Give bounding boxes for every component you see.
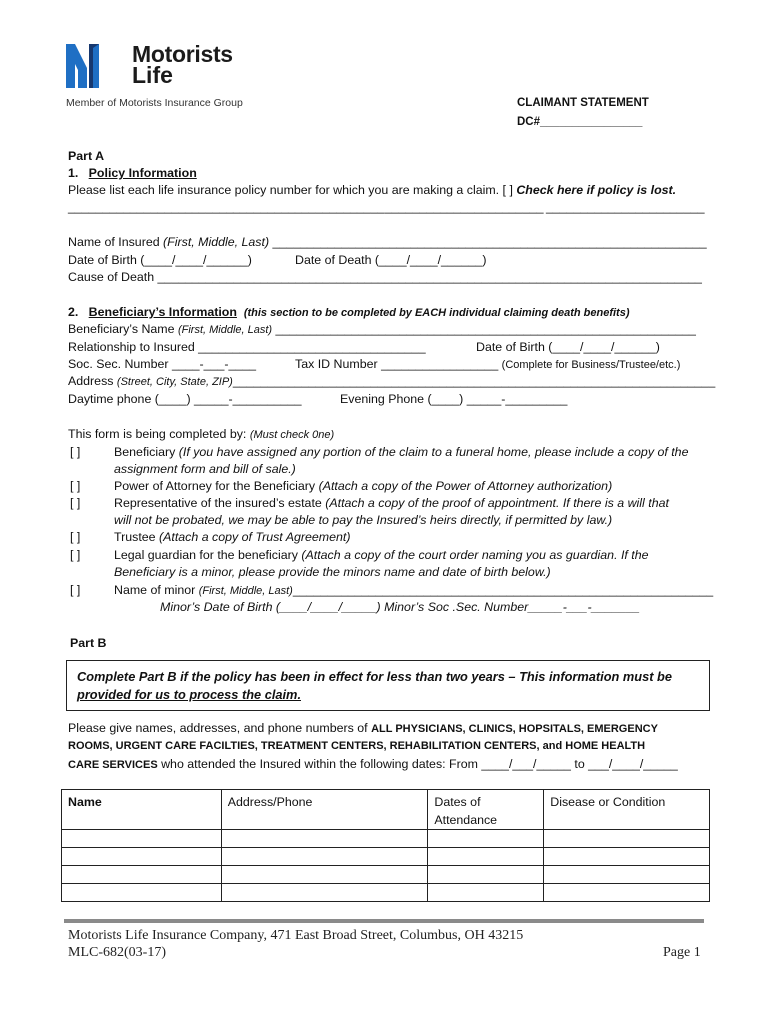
section-2-number: 2. [68, 305, 79, 319]
footer-page-number: Page 1 [663, 945, 701, 960]
beneficiary-dob-field[interactable]: Date of Birth (____/____/______) [476, 340, 660, 354]
option-note: (Attach a copy of the Power of Attorney authorization) [318, 479, 613, 493]
footer-form-number: MLC-682(03-17) [68, 945, 166, 960]
checkbox-beneficiary[interactable]: [ ] [70, 445, 81, 459]
checkbox-power-of-attorney[interactable]: [ ] [70, 479, 81, 493]
part-a-label: Part A [68, 149, 105, 163]
beneficiary-name-field[interactable] [68, 322, 696, 336]
disease-cell[interactable] [544, 830, 710, 848]
address-blank[interactable]: ______________________________________________________________________ [232, 374, 716, 388]
tax-id-note: (Complete for Business/Trustee/etc.) [501, 359, 681, 371]
checkbox-trustee[interactable]: [ ] [70, 530, 81, 544]
header-name: Name [62, 790, 222, 830]
beneficiary-name-blank[interactable]: _____________________________________________________________ [272, 322, 696, 336]
minor-name-blank[interactable]: _____________________________________________________________ [292, 583, 714, 597]
part-b-instructions-1 [68, 721, 658, 735]
minor-dob-ssn-field[interactable]: Minor’s Date of Birth (____/____/_____) Minor’s Soc .Sec. Number_____-___-_______ [160, 600, 640, 614]
instructions-bold: ALL PHYSICIANS, CLINICS, HOPSITALS, EMERGENCY [371, 723, 658, 735]
table-row [62, 848, 710, 866]
policy-prompt-text: Please list each life insurance policy number for which you are making a claim. [ ] [68, 183, 517, 197]
insured-name-blank[interactable]: _______________________________________________________________ [269, 235, 707, 249]
evening-phone-field[interactable]: Evening Phone (____) _____-_________ [340, 392, 568, 406]
table-header-row [62, 790, 710, 830]
completed-by-hint: (Must check 0ne) [249, 429, 335, 441]
insured-name-field[interactable] [68, 235, 707, 249]
option-label: Representative of the insured’s estate [114, 496, 326, 510]
header-dates-line2: Attendance [434, 813, 498, 827]
policy-prompt [68, 183, 676, 197]
attendance-dates-field[interactable]: who attended the Insured within the following dates: From ____/___/_____ to ___/____/_____ [157, 757, 678, 771]
beneficiary-name-label: Beneficiary’s Name [68, 322, 178, 336]
option-legal-guardian-note-2: Beneficiary is a minor, please provide the minors name and date of birth below.) [114, 565, 551, 579]
completed-by-text: This form is being completed by: [68, 427, 250, 441]
header-disease-condition: Disease or Condition [544, 790, 710, 830]
header-address-phone: Address/Phone [221, 790, 428, 830]
completed-by-intro [68, 427, 334, 441]
logo-tagline: Member of Motorists Insurance Group [66, 97, 243, 109]
option-beneficiary-note-2: assignment form and bill of sale.) [114, 462, 296, 476]
policy-number-blank-1[interactable]: ________________________ [68, 200, 234, 214]
part-b-notice-box [66, 660, 710, 711]
option-trustee [114, 530, 350, 544]
part-b-notice-line-2: provided for us to process the claim. [77, 687, 301, 702]
option-legal-guardian [114, 548, 649, 562]
footer-company-address: Motorists Life Insurance Company, 471 East Broad Street, Columbus, OH 43215 [68, 928, 524, 943]
address-cell[interactable] [221, 848, 428, 866]
option-note: (Attach a copy of the proof of appointment. If there is a will that [325, 496, 669, 510]
section-1-heading [68, 166, 197, 180]
option-label: Legal guardian for the beneficiary [114, 548, 302, 562]
insured-name-label: Name of Insured [68, 235, 164, 249]
option-label: Name of minor [114, 583, 199, 597]
option-note: (Attach a copy of the court order naming you as guardian. If the [301, 548, 649, 562]
address-field[interactable] [68, 374, 715, 388]
policy-number-blank-2[interactable]: ______________________ [233, 200, 385, 214]
tax-id-field[interactable] [295, 357, 680, 371]
option-estate-representative [114, 496, 669, 510]
option-label: Beneficiary [114, 445, 179, 459]
relationship-field[interactable]: Relationship to Insured _________________________________ [68, 340, 426, 354]
name-cell[interactable] [62, 830, 222, 848]
attendance-table [61, 789, 710, 902]
disease-cell[interactable] [544, 848, 710, 866]
address-label: Address [68, 374, 117, 388]
section-2-note: (this section to be completed by EACH individual claiming death benefits) [243, 307, 630, 319]
dates-cell[interactable] [428, 866, 544, 884]
part-b-instructions-2: ROOMS, URGENT CARE FACILTIES, TREATMENT CENTERS, REHABILITATION CENTERS, and HOME HEALTH [68, 740, 646, 752]
insured-name-hint: (First, Middle, Last) [163, 235, 270, 249]
checkbox-name-of-minor[interactable]: [ ] [70, 583, 81, 597]
address-hint: (Street, City, State, ZIP) [116, 376, 233, 388]
checkbox-estate-representative[interactable]: [ ] [70, 496, 81, 510]
option-beneficiary [114, 445, 688, 459]
beneficiary-name-hint: (First, Middle, Last) [177, 324, 273, 336]
insured-dod-field[interactable]: Date of Death (____/____/______) [295, 253, 487, 267]
policy-number-blank-4[interactable]: _______________________ [546, 200, 705, 214]
address-cell[interactable] [221, 830, 428, 848]
daytime-phone-field[interactable]: Daytime phone (____) _____-__________ [68, 392, 302, 406]
name-cell[interactable] [62, 884, 222, 902]
option-label: Trustee [114, 530, 159, 544]
option-note: (First, Middle, Last) [198, 585, 293, 597]
option-note: (If you have assigned any portion of the claim to a funeral home, please include a copy of the [178, 445, 689, 459]
motorists-m-logo-icon [66, 44, 128, 88]
policy-lost-checkbox-label[interactable]: Check here if policy is lost. [516, 183, 677, 197]
header-dates-line1: Dates of [434, 795, 481, 809]
logo-name-line2: Life [132, 62, 173, 88]
instructions-bold: CARE SERVICES [68, 759, 158, 771]
table-row [62, 866, 710, 884]
insured-dob-field[interactable]: Date of Birth (____/____/______) [68, 253, 252, 267]
dc-number-field[interactable]: DC#________________ [517, 116, 643, 128]
option-estate-note-2: will not be probated, we may be able to pay the Insured’s heirs directly, if permitted by law.) [114, 513, 613, 527]
policy-number-blank-3[interactable]: _______________________ [385, 200, 544, 214]
part-b-instructions-3[interactable] [68, 757, 678, 771]
option-note: (Attach a copy of Trust Agreement) [159, 530, 351, 544]
header-dates-of-attendance [428, 790, 544, 830]
part-b-notice-line-1: Complete Part B if the policy has been in effect for less than two years – This information must be [77, 669, 672, 684]
dates-cell[interactable] [428, 848, 544, 866]
address-cell[interactable] [221, 884, 428, 902]
section-2-title: Beneficiary’s Information [88, 305, 237, 319]
section-1-title: Policy Information [88, 166, 197, 180]
section-2-heading [68, 305, 630, 319]
section-1-number: 1. [68, 166, 79, 180]
disease-cell[interactable] [544, 884, 710, 902]
table-row [62, 884, 710, 902]
dates-cell[interactable] [428, 830, 544, 848]
name-cell[interactable] [62, 848, 222, 866]
form-title: CLAIMANT STATEMENT [517, 97, 649, 109]
footer-divider [64, 919, 704, 923]
option-power-of-attorney [114, 479, 612, 493]
address-cell[interactable] [221, 866, 428, 884]
instructions-text: Please give names, addresses, and phone numbers of [68, 721, 372, 735]
option-name-of-minor[interactable] [114, 583, 713, 597]
company-logo [66, 41, 266, 110]
name-cell[interactable] [62, 866, 222, 884]
ssn-field[interactable]: Soc. Sec. Number ____-___-____ [68, 357, 257, 371]
tax-id-text[interactable]: Tax ID Number _________________ [295, 357, 499, 371]
disease-cell[interactable] [544, 866, 710, 884]
option-label: Power of Attorney for the Beneficiary [114, 479, 319, 493]
checkbox-legal-guardian[interactable]: [ ] [70, 548, 81, 562]
logo-name-line1: Motorists [132, 41, 233, 67]
table-row [62, 830, 710, 848]
dates-cell[interactable] [428, 884, 544, 902]
part-b-label: Part B [70, 636, 107, 650]
cause-of-death-field[interactable]: Cause of Death _______________________________________________________________________________ [68, 270, 702, 284]
